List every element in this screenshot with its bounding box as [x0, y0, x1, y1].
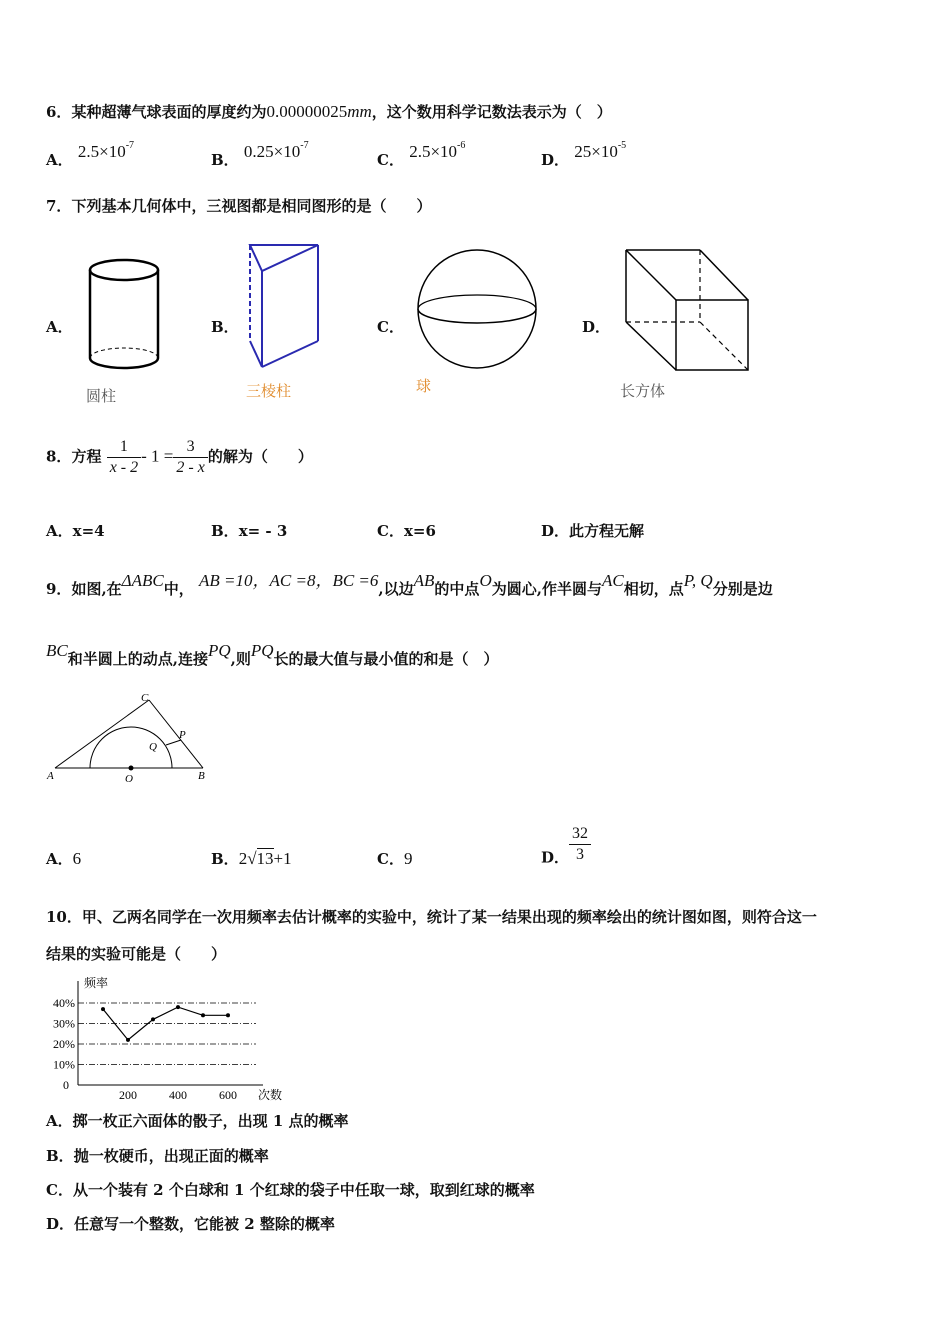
q6-text-after: ，这个数用科学记数法表示为（ ） [371, 103, 612, 121]
equation-middle: - 1 = [141, 446, 174, 466]
data-point [176, 1005, 180, 1009]
numerator: 3 [173, 437, 207, 458]
fraction [569, 824, 591, 865]
q7-number: 7． [46, 197, 72, 215]
text: 为圆心,作半圆与 [491, 580, 602, 598]
label-q: Q [149, 741, 157, 753]
frequency-line-chart [40, 975, 283, 1102]
option-label: D． [541, 522, 570, 540]
option-label: C． [377, 151, 404, 169]
numerator: 1 [107, 437, 141, 458]
label-a: A [47, 770, 54, 782]
math: BC [46, 641, 68, 660]
q8-suffix: 的解为（ ） [207, 447, 313, 466]
denominator: 3 [576, 846, 585, 863]
label-c: C [141, 692, 149, 704]
q9-option-d[interactable] [541, 824, 591, 868]
data-point [151, 1017, 155, 1021]
series-line [103, 1007, 228, 1040]
option-text: 任意写一个整数，它能被 2 整除的概率 [74, 1215, 335, 1233]
sci-notation: $0.25\times 10^{-7}$ [243, 140, 309, 161]
q7-caption-a: 圆柱 [86, 387, 117, 405]
denominator: 2 - x [176, 459, 205, 476]
denominator: x - 2 [109, 459, 139, 476]
sphere-figure [416, 248, 541, 373]
q9-option-c[interactable] [377, 848, 412, 869]
exponent: -7 [300, 140, 309, 151]
q8-prefix: 方程 [71, 447, 102, 466]
q6-text-before: 某种超薄气球表面的厚度约为 [71, 103, 267, 121]
text: ,以边 [378, 580, 414, 598]
option-label: D． [46, 1215, 75, 1233]
radical-expression: 2√13+1 [238, 849, 292, 868]
q8-option-c[interactable] [377, 520, 436, 541]
sci-notation: $25\times 10^{-5}$ [574, 140, 627, 161]
option-label: C． [46, 1181, 73, 1199]
math: P, Q [683, 571, 713, 590]
x-tick-label: 600 [219, 1088, 237, 1102]
y-axis-label: 频率 [84, 976, 109, 990]
option-text: 6 [72, 849, 82, 868]
y-tick-label: 10% [53, 1057, 75, 1072]
option-text: x= - 3 [238, 522, 288, 540]
text: 如图,在 [71, 580, 122, 598]
q10-option-b[interactable] [46, 1145, 269, 1166]
option-text: x=4 [72, 522, 105, 540]
q6-unit: mm [347, 102, 372, 121]
q6-number: 6． [46, 103, 72, 121]
text: 的中点 [434, 580, 480, 598]
q10-number: 10． [46, 908, 82, 926]
text: 甲、乙两名同学在一次用频率去估计概率的实验中，统计了某一结果出现的频率绘出的统计图如图，则符合这一 [81, 908, 817, 926]
radicand: 13 [256, 849, 274, 868]
option-label: A． [46, 151, 73, 169]
exponent: -7 [125, 140, 135, 151]
option-text: x=6 [403, 522, 436, 540]
text: 分别是边 [712, 580, 773, 598]
q10-stem-line1 [46, 906, 817, 927]
q7-caption-c: 球 [416, 377, 432, 395]
origin-label: 0 [63, 1078, 69, 1092]
x-tick-label: 400 [169, 1088, 187, 1102]
data-point [201, 1013, 205, 1017]
math: PQ [250, 641, 274, 660]
data-point [101, 1007, 105, 1011]
math: AB =10，AC =8，BC =6 [199, 571, 379, 590]
q6-option-a[interactable] [46, 140, 134, 170]
q7-text: 下列基本几何体中，三视图都是相同图形的是（ ） [71, 197, 432, 215]
cylinder-figure [88, 258, 163, 373]
q7-stem [46, 195, 431, 216]
option-label: D． [541, 848, 570, 867]
y-tick-label: 30% [53, 1016, 75, 1031]
q8-option-a[interactable] [46, 520, 105, 541]
x-tick-label: 200 [119, 1088, 137, 1102]
text: 长的最大值与最小值的和是（ ） [273, 650, 499, 668]
q7-caption-d: 长方体 [620, 382, 666, 400]
q7-option-b-label[interactable]: B． [211, 318, 239, 336]
option-label: B． [211, 522, 239, 540]
q6-option-c[interactable] [377, 140, 465, 170]
label-b: B [198, 770, 205, 782]
q8-option-d[interactable] [541, 520, 644, 541]
q7-option-c-label[interactable]: C． [377, 318, 404, 336]
triangular-prism-figure [248, 243, 323, 373]
fraction [173, 437, 207, 478]
option-label: C． [377, 522, 404, 540]
option-text: 掷一枚正六面体的骰子，出现 1 点的概率 [72, 1112, 349, 1130]
text: 相切，点 [623, 580, 684, 598]
math: O [479, 571, 492, 590]
exponent: -5 [617, 140, 627, 151]
q9-option-a[interactable] [46, 848, 81, 869]
sci-notation: $2.5\times 10^{-6}$ [409, 140, 466, 161]
option-label: C． [377, 850, 404, 868]
data-point [226, 1013, 230, 1017]
q7-option-a-label[interactable]: A． [46, 318, 73, 336]
y-tick-label: 20% [53, 1037, 75, 1051]
option-label: B． [211, 850, 239, 868]
x-axis-label: 次数 [258, 1088, 283, 1102]
option-label: A． [46, 522, 73, 540]
mantissa: 0.25 [243, 142, 274, 161]
label-o: O [125, 773, 133, 785]
math: PQ [207, 641, 231, 660]
option-label: D． [541, 151, 570, 169]
option-label: B． [211, 151, 239, 169]
fraction [107, 437, 141, 478]
q10-option-a[interactable] [46, 1110, 349, 1131]
text: ,则 [230, 650, 251, 668]
math: AC [601, 571, 624, 590]
q6-option-d[interactable] [541, 140, 626, 170]
coefficient: 2 [238, 849, 248, 868]
option-label: B． [46, 1147, 74, 1165]
text: 中， [163, 580, 194, 598]
q9-option-b[interactable] [211, 848, 292, 869]
q8-stem [46, 437, 313, 478]
q9-number: 9． [46, 580, 72, 598]
mantissa: 2.5 [77, 142, 100, 161]
q6-value: 0.00000025 [266, 102, 348, 121]
math: AB [413, 571, 435, 590]
option-text: 此方程无解 [569, 522, 645, 540]
data-point [126, 1038, 130, 1042]
y-tick-label: 40% [53, 996, 75, 1010]
q7-caption-b: 三棱柱 [246, 382, 292, 400]
q9-stem-line1 [46, 566, 773, 599]
option-text: 9 [403, 849, 413, 868]
sci-notation: $2.5\times 10^{-7}$ [77, 140, 135, 161]
cuboid-figure [624, 248, 752, 373]
tail: +1 [273, 849, 292, 868]
q8-option-b[interactable] [211, 520, 287, 541]
numerator: 32 [569, 824, 591, 845]
exponent: -6 [457, 140, 466, 151]
option-label: A． [46, 850, 73, 868]
q8-number: 8． [46, 447, 72, 466]
label-p: P [179, 729, 186, 741]
math: ΔABC [121, 571, 164, 590]
q6-option-b[interactable] [211, 140, 309, 170]
option-label: A． [46, 1112, 73, 1130]
q9-stem-line2 [46, 641, 499, 669]
option-text: 从一个装有 2 个白球和 1 个红球的袋子中任取一球，取到红球的概率 [72, 1181, 535, 1199]
q6-stem [46, 101, 612, 122]
q10-option-d[interactable] [46, 1213, 335, 1234]
q10-stem-line2: 结果的实验可能是（ ） [46, 945, 227, 963]
mantissa: 25 [574, 142, 592, 161]
q10-option-c[interactable] [46, 1179, 535, 1200]
option-text: 抛一枚硬币，出现正面的概率 [73, 1147, 269, 1165]
q7-option-d-label[interactable]: D． [582, 318, 611, 336]
mantissa: 2.5 [409, 142, 431, 161]
triangle-semicircle-figure [45, 688, 215, 786]
text: 和半圆上的动点,连接 [67, 650, 208, 668]
